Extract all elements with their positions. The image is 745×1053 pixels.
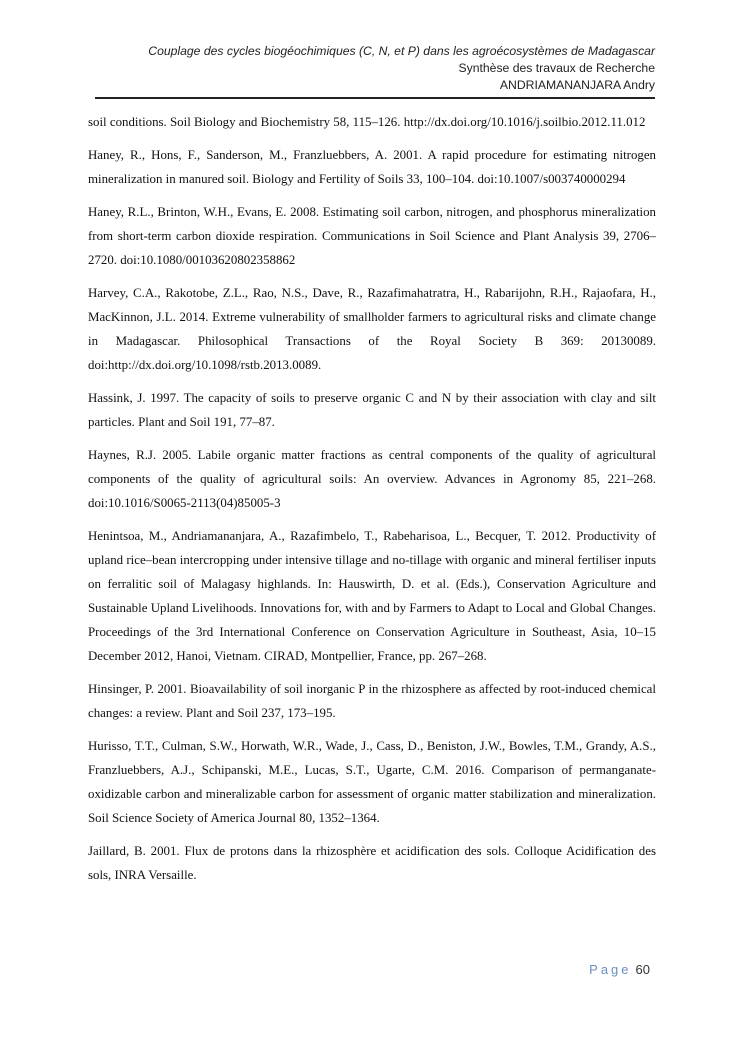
reference-entry: Hinsinger, P. 2001. Bioavailability of soil inorganic P in the rhizosphere as affected by root-induced chemical changes: a review. Plant and Soil 237, 173–195. <box>88 682 656 720</box>
page-label: Page <box>589 962 632 977</box>
reference-list <box>88 110 656 896</box>
reference-entry: Henintsoa, M., Andriamananjara, A., Razafimbelo, T., Rabeharisoa, L., Becquer, T. 2012. Productivity of upland rice–bean intercropping under intensive tillage and no-tillage with organic and mineral fertiliser inputs on ferralitic soil of Malagasy highlands. In: Hauswirth, D. et al. (Eds.), Conservation Agriculture and Sustainable Upland Livelihoods. Innovations for, with and by Farmers to Adapt to Local and Global Changes. Proceedings of the 3rd International Conference on Conservation Agriculture in Southeast, Asia, 10–15 December 2012, Hanoi, Vietnam. CIRAD, Montpellier, France, pp. 267–268. <box>88 529 656 663</box>
page-number: 60 <box>635 962 650 977</box>
reference-entry: Hassink, J. 1997. The capacity of soils to preserve organic C and N by their association with clay and silt particles. Plant and Soil 191, 77–87. <box>88 391 656 429</box>
header-author: ANDRIAMANANJARA Andry <box>499 78 655 92</box>
reference-entry: soil conditions. Soil Biology and Biochemistry 58, 115–126. http://dx.doi.org/10.1016/j.soilbio.2012.11.012 <box>88 115 646 129</box>
reference-entry: Haney, R.L., Brinton, W.H., Evans, E. 2008. Estimating soil carbon, nitrogen, and phosphorus mineralization from short-term carbon dioxide respiration. Communications in Soil Science and Plant Analysis 39, 2706–2720. doi:10.1080/00103620802358862 <box>88 205 656 267</box>
reference-entry: Jaillard, B. 2001. Flux de protons dans la rhizosphère et acidification des sols. Colloque Acidification des sols, INRA Versaille. <box>88 844 656 882</box>
reference-entry: Haney, R., Hons, F., Sanderson, M., Franzluebbers, A. 2001. A rapid procedure for estimating nitrogen mineralization in manured soil. Biology and Fertility of Soils 33, 100–104. doi:10.1007/s003740000294 <box>88 148 656 186</box>
reference-entry: Harvey, C.A., Rakotobe, Z.L., Rao, N.S., Dave, R., Razafimahatratra, H., Rabarijohn, R.H., Rajaofara, H., MacKinnon, J.L. 2014. Extreme vulnerability of smallholder farmers to agricultural risks and climate change in Madagascar. Philosophical Transactions of the Royal Society B 369: 20130089. doi:http://dx.doi.org/10.1098/rstb.2013.0089. <box>88 286 656 372</box>
header-title: Couplage des cycles biogéochimiques (C, N, et P) dans les agroécosystèmes de Madagascar <box>148 44 655 58</box>
page-footer <box>560 962 650 977</box>
header-divider <box>95 97 655 99</box>
reference-entry: Hurisso, T.T., Culman, S.W., Horwath, W.R., Wade, J., Cass, D., Beniston, J.W., Bowles, T.M., Grandy, A.S., Franzluebbers, A.J., Schipanski, M.E., Lucas, S.T., Ugarte, C.M. 2016. Comparison of permanganate-oxidizable carbon and mineralizable carbon for assessment of organic matter stabilization and mineralization. Soil Science Society of America Journal 80, 1352–1364. <box>88 739 656 825</box>
header-subtitle: Synthèse des travaux de Recherche <box>458 61 655 75</box>
running-header <box>95 42 655 94</box>
reference-entry: Haynes, R.J. 2005. Labile organic matter fractions as central components of the quality of agricultural components of the quality of agricultural soils: An overview. Advances in Agronomy 85, 221–268. doi:10.1016/S0065-2113(04)85005-3 <box>88 448 656 510</box>
